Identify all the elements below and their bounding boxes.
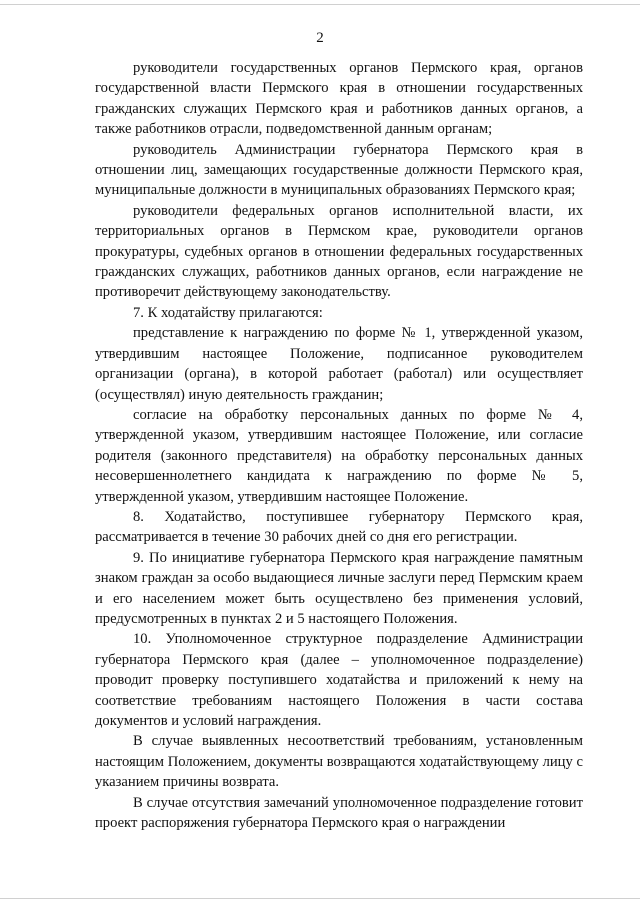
scan-edge-top (0, 4, 640, 5)
paragraph: 8. Ходатайство, поступившее губернатору Пермского края, рассматривается в течение 30 рабочих дней со дня его регистрации. (95, 508, 583, 546)
scan-edge-bottom (0, 898, 640, 899)
paragraph: В случае отсутствия замечаний уполномоченное подразделение готовит проект распоряжения губернатора Пермского края о награждении (95, 794, 583, 832)
paragraph: руководители государственных органов Пермского края, органов государственной власти Пермского края в отношении государственных гражданских служащих Пермского края и работников данных органов, а также работников отрасли, подведомственной данным органам; (95, 60, 583, 138)
paragraph: 10. Уполномоченное структурное подразделение Администрации губернатора Пермского края (далее – уполномоченное подразделение) проводит проверку поступившего ходатайства и приложений к нему на соответствие требованиям настоящего Положения в части состава документов и условий награждения. (95, 631, 583, 729)
paragraph: согласие на обработку персональных данных по форме № 4, утвержденной указом, утвердившим настоящее Положение, или согласие родителя (законного представителя) на обработку персональных данных несовершеннолетнего кандидата к награждению по форме № 5, утвержденной указом, утвердившим настоящее Положение. (95, 406, 583, 505)
paragraph: 9. По инициативе губернатора Пермского края награждение памятным знаком граждан за особо выдающиеся личные заслуги перед Пермским краем и его населением может быть осуществлено без применения условий, предусмотренных в пунктах 2 и 5 настоящего Положения. (95, 549, 583, 627)
paragraph: представление к награждению по форме № 1, утвержденной указом, утвердившим настоящее Положение, подписанное руководителем организации (органа), в которой работает (работал) или осуществляет (осуществлял) иную деятельность гражданин; (95, 325, 583, 403)
document-body (95, 58, 583, 833)
paragraph: В случае выявленных несоответствий требованиям, установленным настоящим Положением, документы возвращаются ходатайствующему лицу с указанием причины возврата. (95, 733, 583, 791)
page-number: 2 (316, 30, 324, 46)
paragraph: руководитель Администрации губернатора Пермского края в отношении лиц, замещающих государственные должности Пермского края, муниципальные должности в муниципальных образованиях Пермского края; (95, 141, 583, 199)
paragraph: 7. К ходатайству прилагаются: (133, 304, 323, 321)
paragraph: руководители федеральных органов исполнительной власти, их территориальных органов в Пермском крае, руководители органов прокуратуры, судебных органов в отношении федеральных государственных гражданских служащих, работников данных органов, если награждение не противоречит действующему законодательству. (95, 202, 583, 301)
